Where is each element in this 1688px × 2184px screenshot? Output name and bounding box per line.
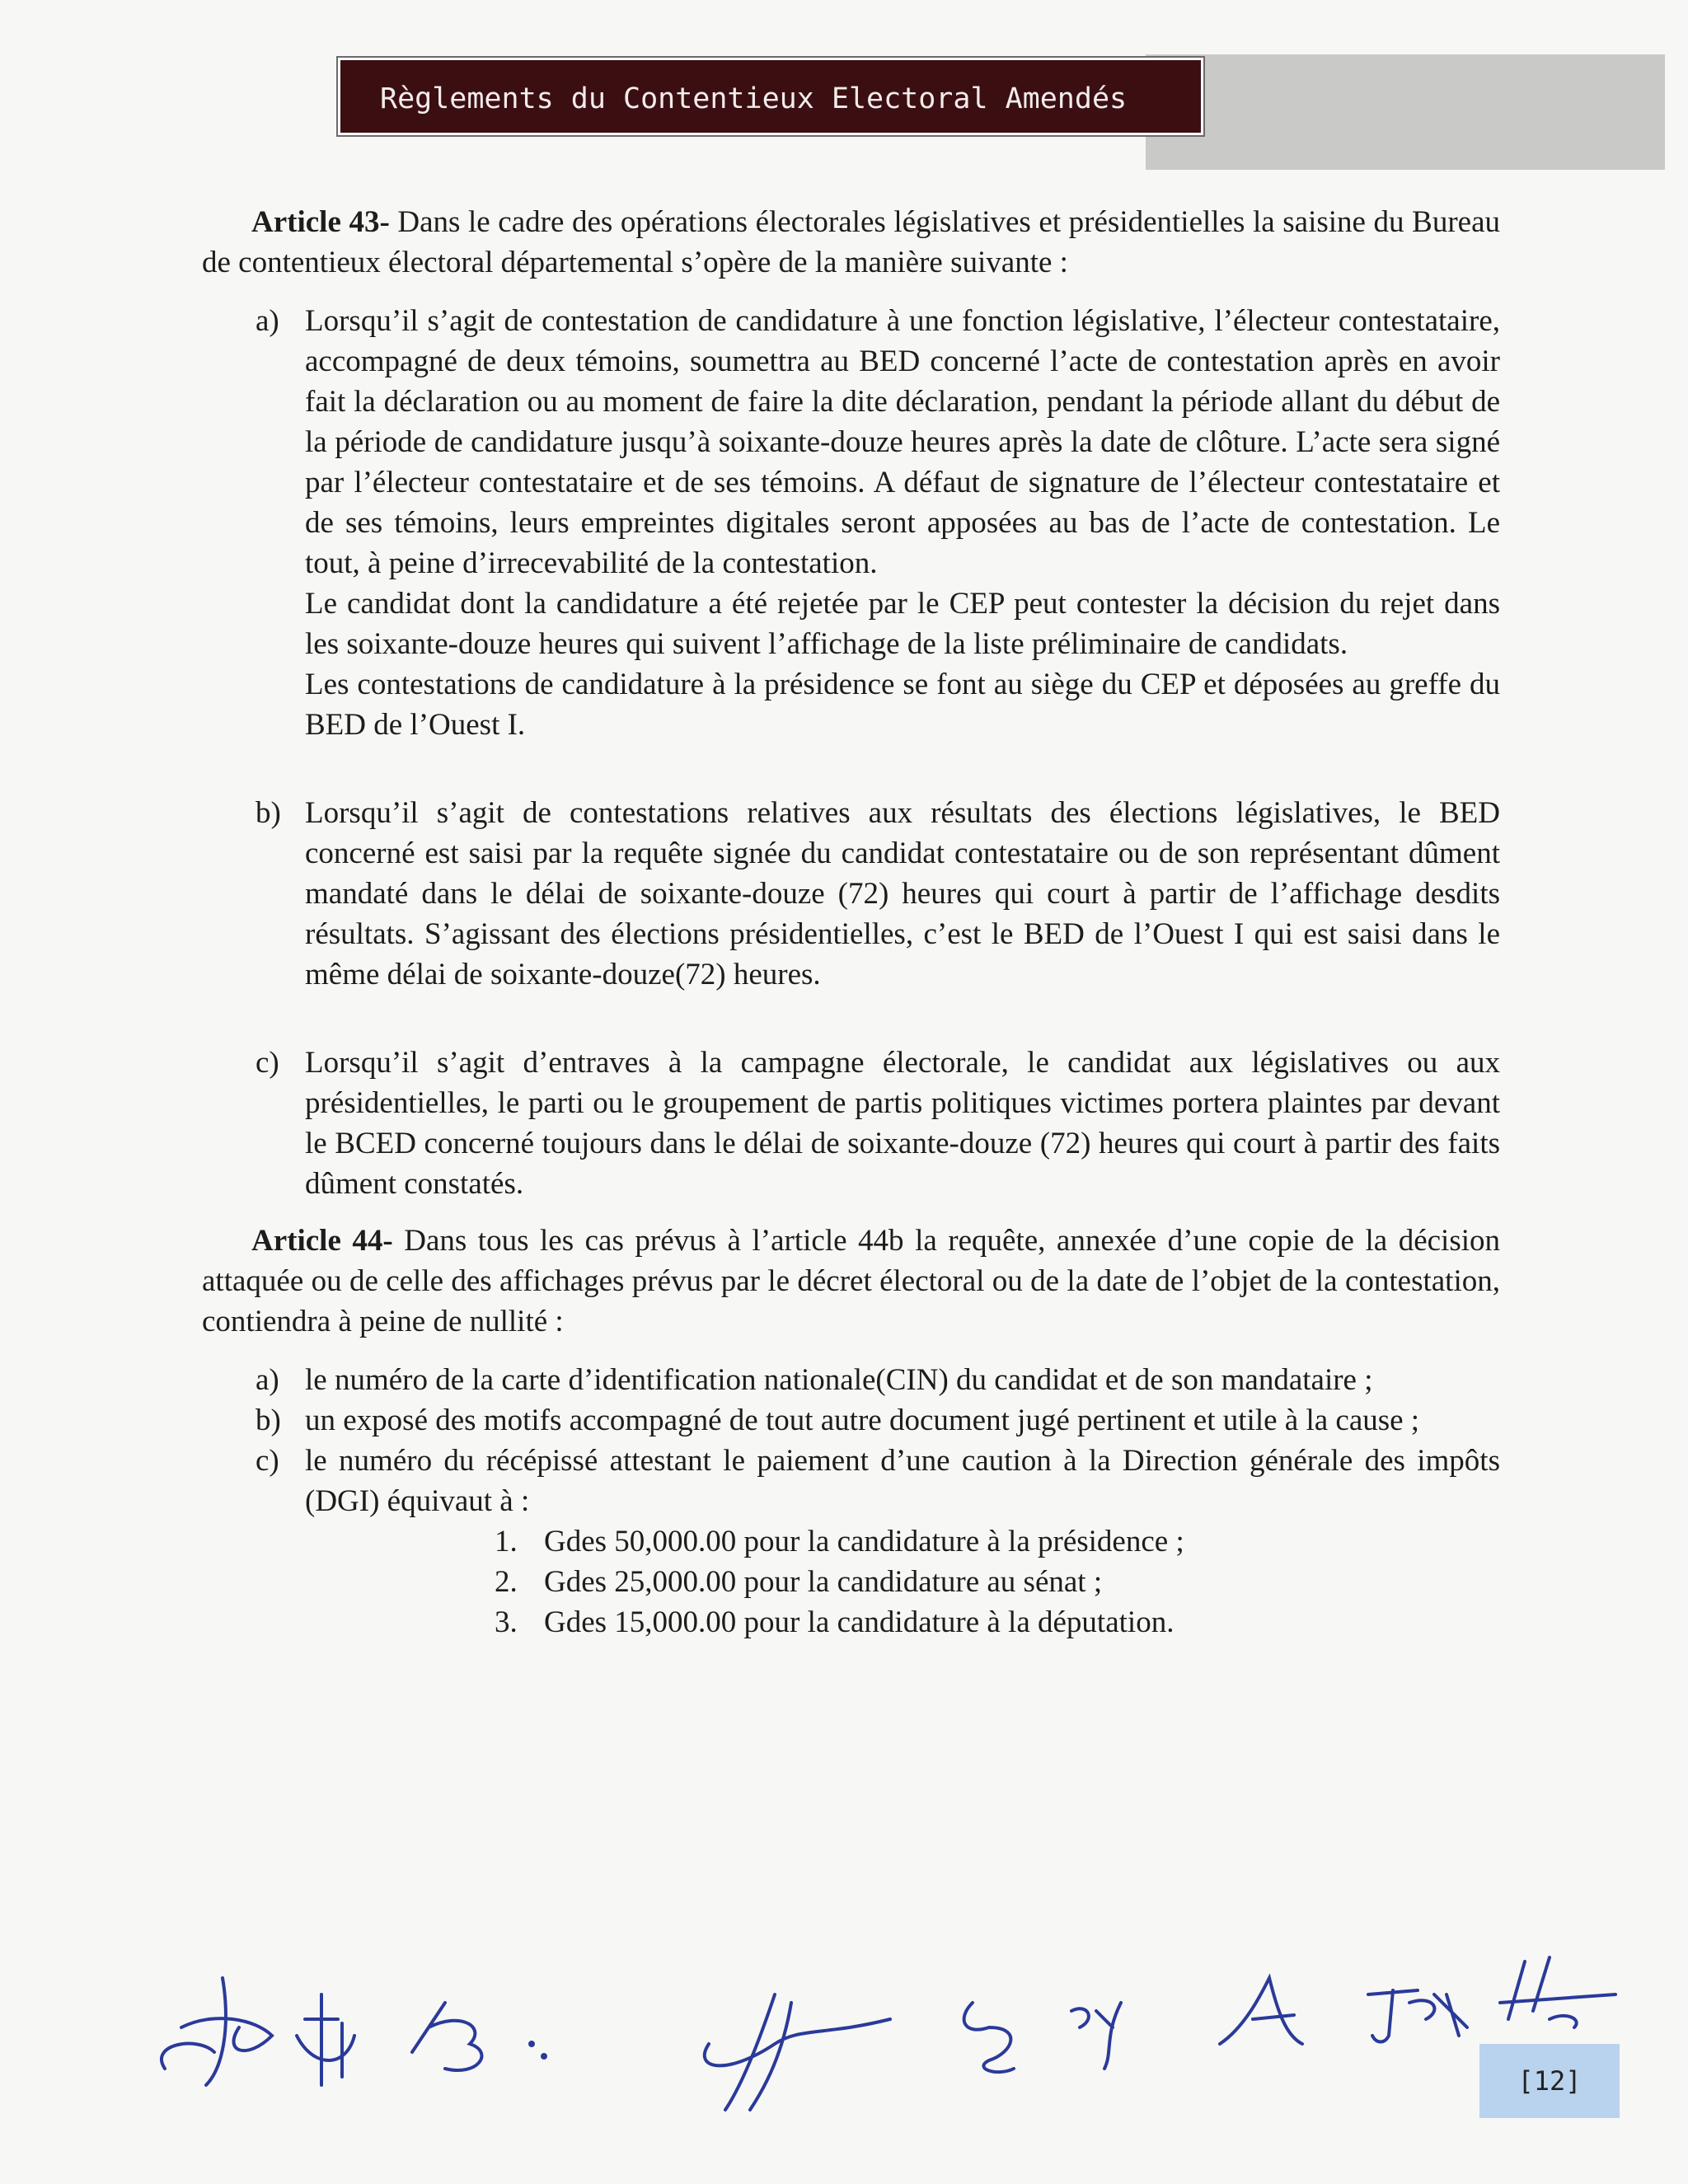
running-header — [338, 58, 1203, 135]
article-44-label: Article 44- — [251, 1224, 393, 1258]
signature-9 — [1500, 1957, 1615, 2027]
signature-3 — [412, 2003, 546, 2070]
item-b-para-1: Lorsqu’il s’agit de contestations relatives aux résultats des élections législatives, le BED concerné est saisi par la requête signée du candidat contestataire ou de son représentant dûment mandaté dans le délai de soixante-douze (72) heures qui court à partir de l’affichage desdits résultats. S’agissant des élections présidentielles, c’est le BED de l’Ouest I qui est saisi dans le même délai de soixante-douze(72) heures. — [305, 796, 1500, 991]
item-c-para-1: Lorsqu’il s’agit d’entraves à la campagne électorale, le candidat aux législatives ou aux présidentielles, le parti ou le groupement de partis politiques victimes portera plaintes par devant le BCED concerné toujours dans le délai de soixante-douze (72) heures qui court à partir des faits dûment constatés. — [305, 1046, 1500, 1201]
article-44-intro: Article 44- Dans tous les cas prévus à l’article 44b la requête, annexée d’une copie de la décision attaquée ou de celle des affichages prévus par le décret électoral ou de la date de l’objet de la contestation, contiendra à peine de nullité : — [202, 1224, 1501, 1338]
signature-1 — [162, 1978, 272, 2085]
article-44-item-a: a) le numéro de la carte d’identification nationale(CIN) du candidat et de son mandataire ; — [256, 1363, 1373, 1397]
signature-2 — [297, 1994, 354, 2085]
article-44-item-c: c) le numéro du récépissé attestant le paiement d’une caution à la Direction générale des impôts (DGI) équivaut à : — [256, 1444, 1500, 1518]
caution-item-3: 3. Gdes 15,000.00 pour la candidature à la députation. — [495, 1605, 1175, 1639]
caution-item-1: 1. Gdes 50,000.00 pour la candidature à la présidence ; — [495, 1525, 1184, 1558]
item-a-para-3: Les contestations de candidature à la présidence se font au siège du CEP et déposées au greffe du BED de l’Ouest I. — [305, 668, 1500, 742]
header-title: Règlements du Contentieux Electoral Amendés — [380, 82, 1128, 115]
signature-8 — [1368, 1990, 1467, 2042]
signatures — [148, 1945, 1665, 2118]
page-content — [202, 202, 1500, 1643]
article-44-item-b: b) un exposé des motifs accompagné de tout autre document jugé pertinent et utile à la cause ; — [256, 1404, 1420, 1437]
page-number-badge — [1479, 2044, 1620, 2118]
item-a-para-1: Lorsqu’il s’agit de contestation de candidature à une fonction législative, l’électeur contestataire, accompagné de deux témoins, soumettra au BED concerné l’acte de contestation après en avoir fait la déclaration ou au moment de faire la dite déclaration, pendant la période allant du début de la période de candidature jusqu’à soixante-douze heures après la date de clôture. L’acte sera signé par l’électeur contestataire et de ses témoins. A défaut de signature de l’électeur contestataire et de ses témoins, leurs empreintes digitales seront apposées au bas de l’acte de contestation. Le tout, à peine d’irrecevabilité de la contestation. — [305, 304, 1500, 580]
page-number: [12] — [1517, 2065, 1582, 2097]
article-43-intro: Article 43- Dans le cadre des opérations électorales législatives et présidentielles la saisine du Bureau de contentieux électoral départemental s’opère de la manière suivante : — [202, 205, 1500, 279]
caution-amounts-list — [202, 1521, 1500, 1643]
article-43-item-b: b) Lorsqu’il s’agit de contestations relatives aux résultats des élections législatives, le BED concerné est saisi par la requête signée du candidat contestataire ou de son représentant dûment mandaté dans le délai de soixante-douze (72) heures qui court à partir de l’affichage desdits résultats. S’agissant des élections présidentielles, c’est le BED de l’Ouest I qui est saisi dans le même délai de soixante-douze(72) heures. — [202, 793, 1500, 995]
signature-4 — [705, 1994, 890, 2110]
signature-6 — [1071, 2003, 1121, 2069]
article-43-item-c: c) Lorsqu’il s’agit d’entraves à la campagne électorale, le candidat aux législatives ou aux présidentielles, le parti ou le groupement de partis politiques victimes portera plaintes par devant le BCED concerné toujours dans le délai de soixante-douze (72) heures qui court à partir des faits dûment constatés. — [202, 1043, 1500, 1204]
article-43-label: Article 43- — [251, 205, 390, 239]
signature-5 — [964, 2003, 1014, 2072]
article-44-list — [202, 1360, 1500, 1521]
header-shadow-block — [1146, 54, 1665, 170]
signature-7 — [1220, 1978, 1302, 2044]
article-43-item-a: a) Lorsqu’il s’agit de contestation de candidature à une fonction législative, l’électeur contestataire, accompagné de deux témoins, soumettra au BED concerné l’acte de contestation après en avoir fait la déclaration ou au moment de faire la dite déclaration, pendant la période allant du début de la période de candidature jusqu’à soixante-douze heures après la date de clôture. L’acte sera signé par l’électeur contestataire et de ses témoins. A défaut de signature de l’électeur contestataire et de ses témoins, leurs empreintes digitales seront apposées au bas de l’acte de contestation. Le tout, à peine d’irrecevabilité de la contestation. Le candidat dont la candidature a été rejetée par le CEP peut contester la décision du rejet dans les soixante-douze heures qui suivent l’affichage de la liste préliminaire de candidats. Les contestations de candidature à la présidence se font au siège du CEP et déposées au greffe du BED de l’Ouest I. — [202, 301, 1500, 745]
caution-item-2: 2. Gdes 25,000.00 pour la candidature au sénat ; — [495, 1565, 1103, 1599]
item-a-para-2: Le candidat dont la candidature a été rejetée par le CEP peut contester la décision du rejet dans les soixante-douze heures qui suivent l’affichage de la liste préliminaire de candidats. — [305, 587, 1500, 661]
